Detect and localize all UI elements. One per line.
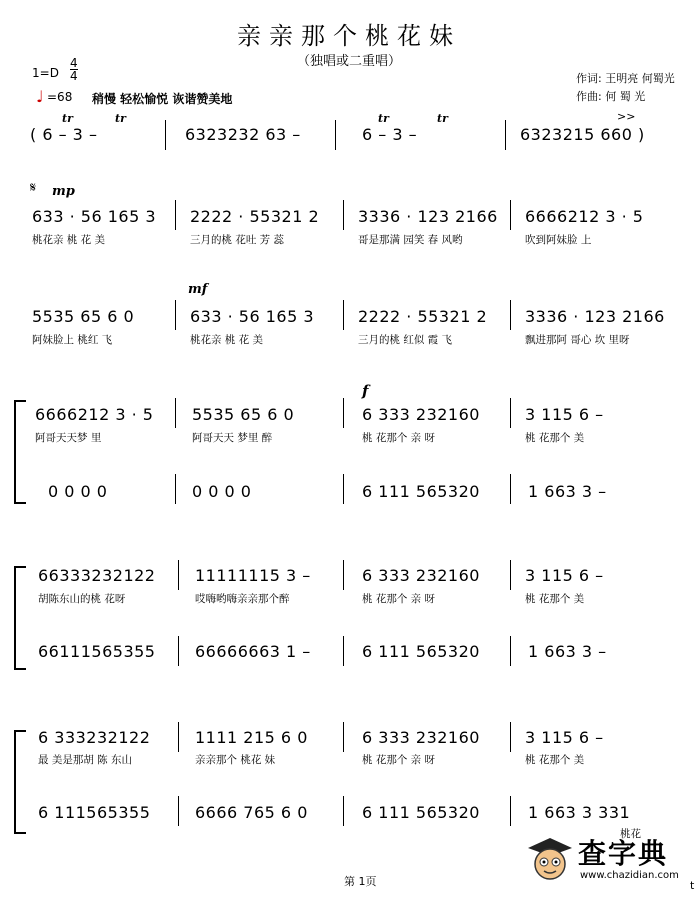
barline	[510, 560, 511, 590]
lower-measure-1: 0 0 0 0	[48, 482, 108, 501]
lower-measure-2: 6666 765 6 0	[195, 803, 308, 822]
measure-1: 6 333232122	[38, 728, 151, 747]
edge-char: t	[690, 879, 695, 892]
time-signature	[70, 57, 78, 82]
barline	[178, 722, 179, 752]
tempo-value: =68	[47, 90, 73, 104]
site-logo[interactable]	[520, 830, 688, 888]
dynamic-f: f	[362, 382, 369, 400]
lower-measure-4: 1 663 3 –	[528, 642, 607, 661]
dynamic-mp: mp	[52, 184, 75, 199]
time-top: 4	[70, 56, 78, 70]
barline	[175, 398, 176, 428]
lower-measure-1: 66111565355	[38, 642, 156, 661]
measure-4: 6323215 660 )	[520, 125, 645, 144]
measure-1: 633 · 56 165 3	[32, 207, 157, 226]
barline	[335, 120, 336, 150]
barline	[510, 796, 511, 826]
measure-1: 66333232122	[38, 566, 156, 585]
barline	[343, 200, 344, 230]
lower-measure-1: 6 111565355	[38, 803, 151, 822]
lyric-4: 桃 花那个 美	[525, 593, 585, 605]
lyric-4: 桃 花那个 美	[525, 754, 585, 766]
measure-1: 5535 65 6 0	[32, 307, 135, 326]
measure-3: 2222 · 55321 2	[358, 307, 488, 326]
measure-4: 3336 · 123 2166	[525, 307, 665, 326]
barline	[343, 474, 344, 504]
measure-3: 6 333 232160	[362, 566, 480, 585]
barline	[343, 722, 344, 752]
lower-measure-3: 6 111 565320	[362, 642, 480, 661]
tempo-text: 稍慢 轻松愉悦 诙谐赞美地	[92, 92, 233, 106]
accent-mark: >>	[617, 110, 636, 123]
lower-measure-2: 66666663 1 –	[195, 642, 311, 661]
lyric-1: 最 美是那胡 陈 东山	[38, 754, 133, 766]
system-bracket	[14, 566, 26, 670]
measure-2: 1111 215 6 0	[195, 728, 308, 747]
barline	[175, 474, 176, 504]
lyric-1: 胡陈东山的桃 花呀	[38, 593, 126, 605]
time-bottom: 4	[70, 69, 78, 83]
lyric-3: 桃 花那个 亲 呀	[362, 754, 436, 766]
measure-4: 3 115 6 –	[525, 728, 604, 747]
measure-1: 6666212 3 · 5	[35, 405, 154, 424]
measure-2: 6323232 63 –	[185, 125, 301, 144]
trill-mark: tr	[437, 112, 448, 125]
lyric-1: 阿妹脸上 桃红 飞	[32, 334, 113, 346]
logo-text: 查字典	[578, 837, 669, 870]
measure-4: 6666212 3 · 5	[525, 207, 644, 226]
barline	[343, 636, 344, 666]
lyric-3: 三月的桃 红似 霞 飞	[358, 334, 453, 346]
measure-2: 5535 65 6 0	[192, 405, 295, 424]
barline	[178, 636, 179, 666]
measure-2: 633 · 56 165 3	[190, 307, 315, 326]
barline	[165, 120, 166, 150]
barline	[505, 120, 506, 150]
lyric-4: 吹到阿妹脸 上	[525, 234, 592, 246]
lyric-2: 三月的桃 花吐 芳 蕊	[190, 234, 285, 246]
lyric-1: 阿哥天天梦 里	[35, 432, 102, 444]
measure-3: 6 333 232160	[362, 405, 480, 424]
barline	[343, 560, 344, 590]
barline	[343, 796, 344, 826]
measure-3: 6 333 232160	[362, 728, 480, 747]
segno-icon: 𝄋	[30, 180, 37, 196]
trill-mark: tr	[378, 112, 389, 125]
barline	[178, 796, 179, 826]
trill-mark: tr	[62, 112, 73, 125]
lower-lyric: 桃花	[620, 828, 641, 840]
quarter-note-icon: ♩	[36, 87, 44, 106]
dynamic-mf: mf	[188, 282, 208, 297]
barline	[343, 300, 344, 330]
lyric-4: 桃 花那个 美	[525, 432, 585, 444]
lyric-4: 飘进那阿 哥心 坎 里呀	[525, 334, 630, 346]
lyric-2: 亲亲那个 桃花 妹	[195, 754, 276, 766]
measure-4: 3 115 6 –	[525, 405, 604, 424]
lower-measure-4: 1 663 3 331	[528, 803, 631, 822]
composer: 作曲: 何 蜀 光	[576, 90, 646, 103]
lower-measure-4: 1 663 3 –	[528, 482, 607, 501]
barline	[175, 300, 176, 330]
system-bracket	[14, 400, 26, 504]
barline	[510, 722, 511, 752]
barline	[343, 398, 344, 428]
measure-3: 3336 · 123 2166	[358, 207, 498, 226]
barline	[510, 200, 511, 230]
barline	[175, 200, 176, 230]
page-subtitle: （独唱或二重唱）	[296, 54, 401, 69]
mascot-icon	[520, 830, 580, 888]
lyric-1: 桃花亲 桃 花 美	[32, 234, 106, 246]
page-title: 亲亲那个桃花妹	[237, 22, 461, 50]
system-bracket	[14, 730, 26, 834]
barline	[510, 300, 511, 330]
barline	[510, 636, 511, 666]
lyric-2: 桃花亲 桃 花 美	[190, 334, 264, 346]
lower-measure-3: 6 111 565320	[362, 482, 480, 501]
lyric-2: 哎嗨哟嗨亲亲那个醉	[195, 593, 290, 605]
lyric-3: 桃 花那个 亲 呀	[362, 432, 436, 444]
lower-measure-3: 6 111 565320	[362, 803, 480, 822]
measure-3: 6 – 3 –	[362, 125, 418, 144]
trill-mark: tr	[115, 112, 126, 125]
measure-2: 2222 · 55321 2	[190, 207, 320, 226]
barline	[510, 398, 511, 428]
lyric-3: 桃 花那个 亲 呀	[362, 593, 436, 605]
lyric-3: 哥是那满 园笑 春 风哟	[358, 234, 463, 246]
barline	[178, 560, 179, 590]
measure-4: 3 115 6 –	[525, 566, 604, 585]
barline	[510, 474, 511, 504]
lyricist: 作词: 王明亮 何蜀光	[576, 72, 675, 85]
page-number: 第 1页	[344, 875, 377, 888]
measure-1: ( 6 – 3 –	[30, 125, 98, 144]
lower-measure-2: 0 0 0 0	[192, 482, 252, 501]
lyric-2: 阿哥天天 梦里 醉	[192, 432, 273, 444]
key-signature: 1=D	[32, 66, 59, 80]
logo-url: www.chazidian.com	[580, 870, 679, 881]
measure-2: 11111115 3 –	[195, 566, 311, 585]
